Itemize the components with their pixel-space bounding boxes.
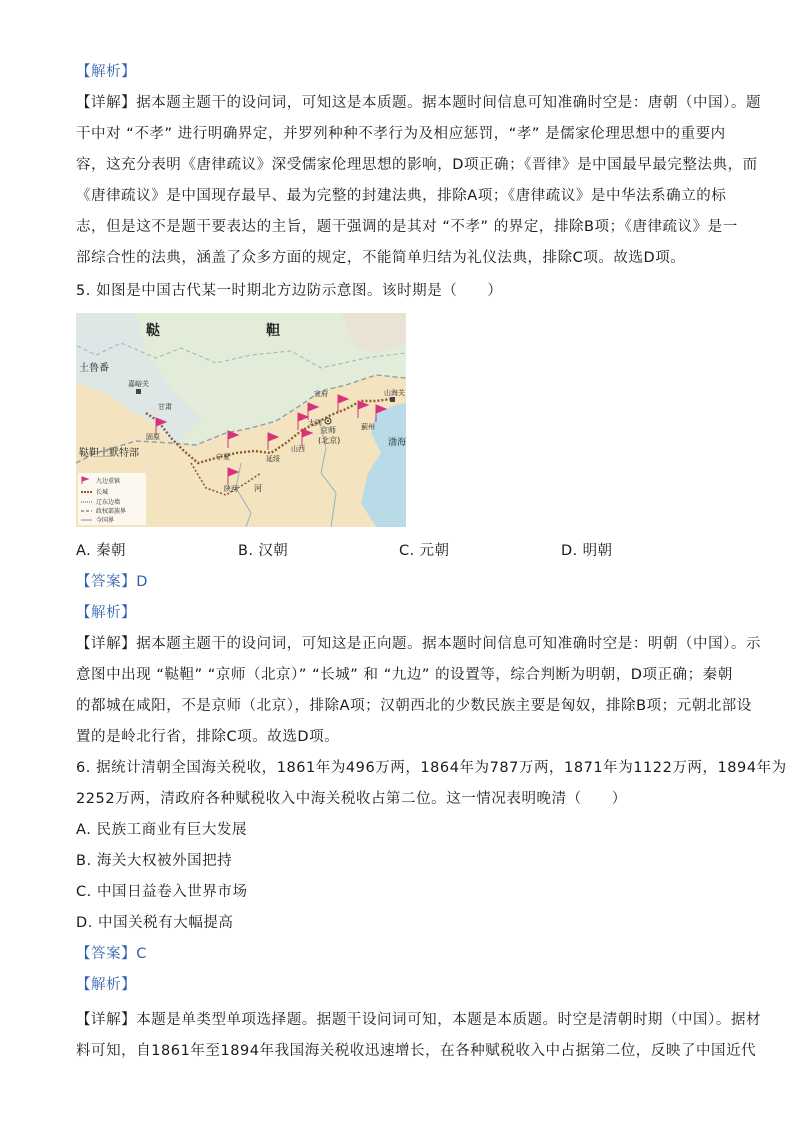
legend-text: 政权部族界 [96,508,127,515]
map-town: 宁夏 [216,453,230,461]
q5-answer: 【答案】D [76,574,148,590]
q5-option-a: A. 秦朝 [76,543,126,559]
map-label: 土鲁番 [79,363,109,374]
q6-stem-line: 2252万两，清政府各种赋税收入中海关税收占第二位。这一情况表明晚清（ ） [76,791,627,807]
q5-option-b: B. 汉朝 [238,543,289,559]
map-town: 大同 [308,419,322,427]
q6-detail-line: 【详解】本题是单类型单项选择题。据题干设问词可知，本题是本质题。时空是清朝时期（中国）。据材 [76,1012,762,1028]
q5-detail-line: 意图中出现 “鞑靼” “京师（北京）” “长城” 和 “九边” 的设置等，综合判断为明朝，D项正确；秦朝 [76,667,733,683]
q6-answer: 【答案】C [76,946,147,962]
q6-analysis-heading: 【解析】 [76,977,137,993]
legend-text: 辽东边墙 [96,499,121,506]
q5-option-c: C. 元朝 [399,543,450,559]
q5-stem: 5. 如图是中国古代某一时期北方边防示意图。该时期是（ ） [76,283,503,299]
legend-text: 九边重镇 [96,478,121,485]
map-label: 靼 [266,323,280,339]
q4-analysis-heading: 【解析】 [76,64,137,80]
q6-stem-line: 6. 据统计清朝全国海关税收，1861年为496万两，1864年为787万两，1871年为1122万两，1894年为 [76,760,787,776]
pass-marker [390,397,395,402]
map-town: 延绥 [266,455,280,463]
q5-analysis-heading: 【解析】 [76,605,137,621]
q5-detail-line: 【详解】据本题主题干的设问词，可知这是正向题。据本题时间信息可知准确时空是：明朝（中国）。示 [76,636,762,652]
q4-detail-line: 干中对 “不孝” 进行明确界定，并罗列种种不孝行为及相应惩罚，“孝” 是儒家伦理思想中的重要内 [76,126,726,142]
q4-detail-line: 《唐律疏议》是中国现存最早、最为完整的封建法典，排除A项；《唐律疏议》是中华法系确立的标 [76,188,727,204]
q5-detail-line: 置的是岭北行省，排除C项。故选D项。 [76,729,340,745]
map-label: 鞑靼土默特部 [79,448,139,459]
legend-text: 长城 [96,489,109,496]
q4-detail-line: 部综合性的法典，涵盖了众多方面的规定，不能简单归结为礼仪法典，排除C项。故选D项。 [76,250,686,266]
map-label: 鞑 [146,323,160,339]
map-town: 山海关 [384,389,405,397]
map-label: 渤海 [388,438,406,448]
map-town: 宣府 [314,390,328,398]
map-town: 山西 [291,445,305,453]
q4-detail-line: 志，但是这不是题干要表达的主旨，题干强调的是其对 “不孝” 的界定，排除B项；《唐律疏议》是一 [76,219,738,235]
map-label: 河 [254,484,262,493]
q6-option-a: A. 民族工商业有巨大发展 [76,822,248,838]
ming-northern-frontier-map [76,313,406,527]
q6-option-b: B. 海关大权被外国把持 [76,853,233,869]
map-town: 蓟州 [361,423,375,431]
map-town: 京师 [320,426,336,435]
q4-detail-line: 容，这充分表明《唐律疏议》深受儒家伦理思想的影响，D项正确；《晋律》是中国最早最完整法典，而 [76,157,758,173]
q6-detail-line: 料可知，自1861年至1894年我国海关税收迅速增长，在各种赋税收入中占据第二位，反映了中国近代 [76,1043,757,1059]
map-town: (北京) [318,436,341,445]
map-town: 陕西 [224,485,238,493]
q6-option-d: D. 中国关税有大幅提高 [76,915,234,931]
map-town: 嘉峪关 [128,380,149,388]
map-town: 固原 [146,433,160,441]
q6-option-c: C. 中国日益卷入世界市场 [76,884,248,900]
pass-marker [136,389,141,394]
map-legend [78,473,146,525]
legend-text: 今国界 [96,517,115,524]
q5-detail-line: 的都城在咸阳，不是京师（北京），排除A项；汉朝西北的少数民族主要是匈奴，排除B项；元朝北部设 [76,698,752,714]
q5-option-d: D. 明朝 [561,543,613,559]
q4-detail-line: 【详解】据本题主题干的设问词，可知这是本质题。据本题时间信息可知准确时空是：唐朝（中国）。题 [76,95,762,111]
capital-marker-dot [327,420,329,422]
map-town: 甘肃 [158,403,172,411]
